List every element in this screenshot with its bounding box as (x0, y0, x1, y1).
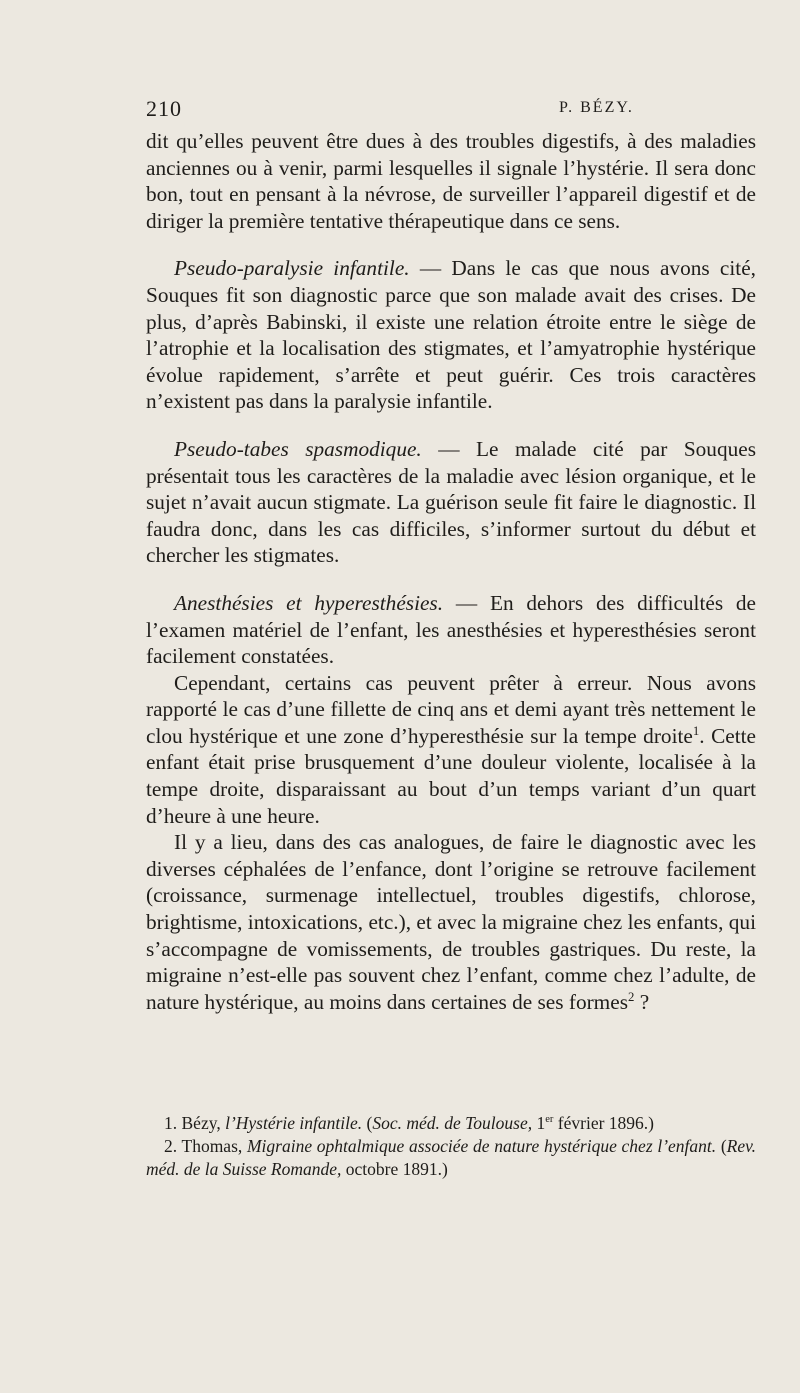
paragraph-text: Cependant, certains cas peuvent prêter à erreur. Nous avons rapporté le cas d’une fillette de cinq ans et demi ayant très nettement le clou hystérique et une zone d’hyperesthésie sur la tempe droite (146, 670, 756, 748)
section-title: Pseudo-tabes spasmodique. (174, 436, 422, 461)
footnote-date: février 1896.) (553, 1113, 654, 1133)
paragraph-text: Il y a lieu, dans des cas analogues, de faire le diagnostic avec les diverses céphalées de l’enfance, dont l’origine se retrouve facilement (croissance, surmenage intellectuel, troubles digestifs, chlorose, brightisme, intoxications, etc.), et avec la migraine chez les enfants, qui s’accompagne de vomissements, de troubles gastriques. Du reste, la migraine n’est-elle pas souvent chez l’enfant, comme chez l’adulte, de nature hystérique, au moins dans certaines de ses formes (146, 830, 756, 1014)
footnote-paren: ( (716, 1136, 727, 1156)
paragraph-continuation: dit qu’elles peuvent être dues à des troubles digestifs, à des maladies anciennes ou à venir, parmi lesquelles il signale l’hystérie. Il sera donc bon, tout en pensant à la névrose, de surveiller l’appareil digestif et de diriger la première tentative thérapeutique dans ce sens. (146, 129, 756, 233)
page-header (146, 96, 756, 126)
section-title: Anesthésies et hyperesthésies. (174, 590, 444, 615)
page-number: 210 (146, 96, 182, 121)
footnote-number: 2. (164, 1136, 178, 1156)
footnote-source: Soc. méd. de Toulouse, (372, 1113, 533, 1133)
footnote-title: l’Hystérie infantile. (225, 1113, 363, 1133)
footnote-date: octobre 1891.) (341, 1159, 448, 1179)
footnote-2 (146, 1135, 756, 1181)
footnote-date-sup: er (545, 1114, 554, 1126)
footnote-paren: ( (362, 1113, 373, 1133)
footnote-ref-1[interactable]: 1 (692, 723, 700, 738)
footnote-1 (146, 1112, 756, 1135)
footnote-number: 1. (164, 1113, 178, 1133)
footnote-date: 1 (532, 1113, 546, 1133)
section-text: — En dehors des difficultés de l’examen matériel de l’enfant, les anesthésies et hyperesthésies seront facilement constatées. (146, 590, 757, 669)
footnote-ref-2[interactable]: 2 (628, 989, 635, 1004)
section-text: — Le malade cité par Souques présentait tous les caractères de la maladie avec lésion organique, et le sujet n’avait aucun stigmate. La guérison seule fit faire le diagnostic. Il faudra donc, dans les cas difficiles, s’informer surtout du début et chercher les stigmates. (146, 436, 756, 568)
body-text (146, 128, 756, 1015)
paragraph-il-y-a-lieu (146, 829, 756, 1015)
paragraph-text: ? (634, 989, 650, 1014)
footnote-author: Bézy, (177, 1113, 226, 1133)
footnote-author: Thomas, (177, 1136, 247, 1156)
section-pseudo-tabes (146, 436, 756, 569)
running-head: P. BÉZY. (559, 99, 634, 116)
section-text: — Dans le cas que nous avons cité, Souques fit son diagnostic parce que son malade avait des crises. De plus, d’après Babinski, il existe une relation étroite entre le siège de l’atrophie et la localisation des stigmates, et l’amyatrophie hystérique évolue rapidement, s’arrête et peut guérir. Ces trois caractères n’existent pas dans la paralysie infantile. (146, 256, 756, 414)
footnote-source: Rev. méd. de la Suisse Romande, (146, 1136, 756, 1179)
section-anesthesies (146, 590, 756, 670)
footnotes (146, 1112, 756, 1181)
paragraph-cependant (146, 670, 756, 830)
section-title: Pseudo-paralysie infantile. (174, 256, 410, 281)
paragraph-text: . Cette enfant était prise brusquement d’une douleur violente, localisée à la tempe droite, disparaissant au bout d’un temps variant d’un quart d’heure à une heure. (146, 723, 757, 828)
section-pseudo-paralysie (146, 255, 756, 415)
footnote-title: Migraine ophtalmique associée de nature hystérique chez l’enfant. (246, 1136, 717, 1156)
